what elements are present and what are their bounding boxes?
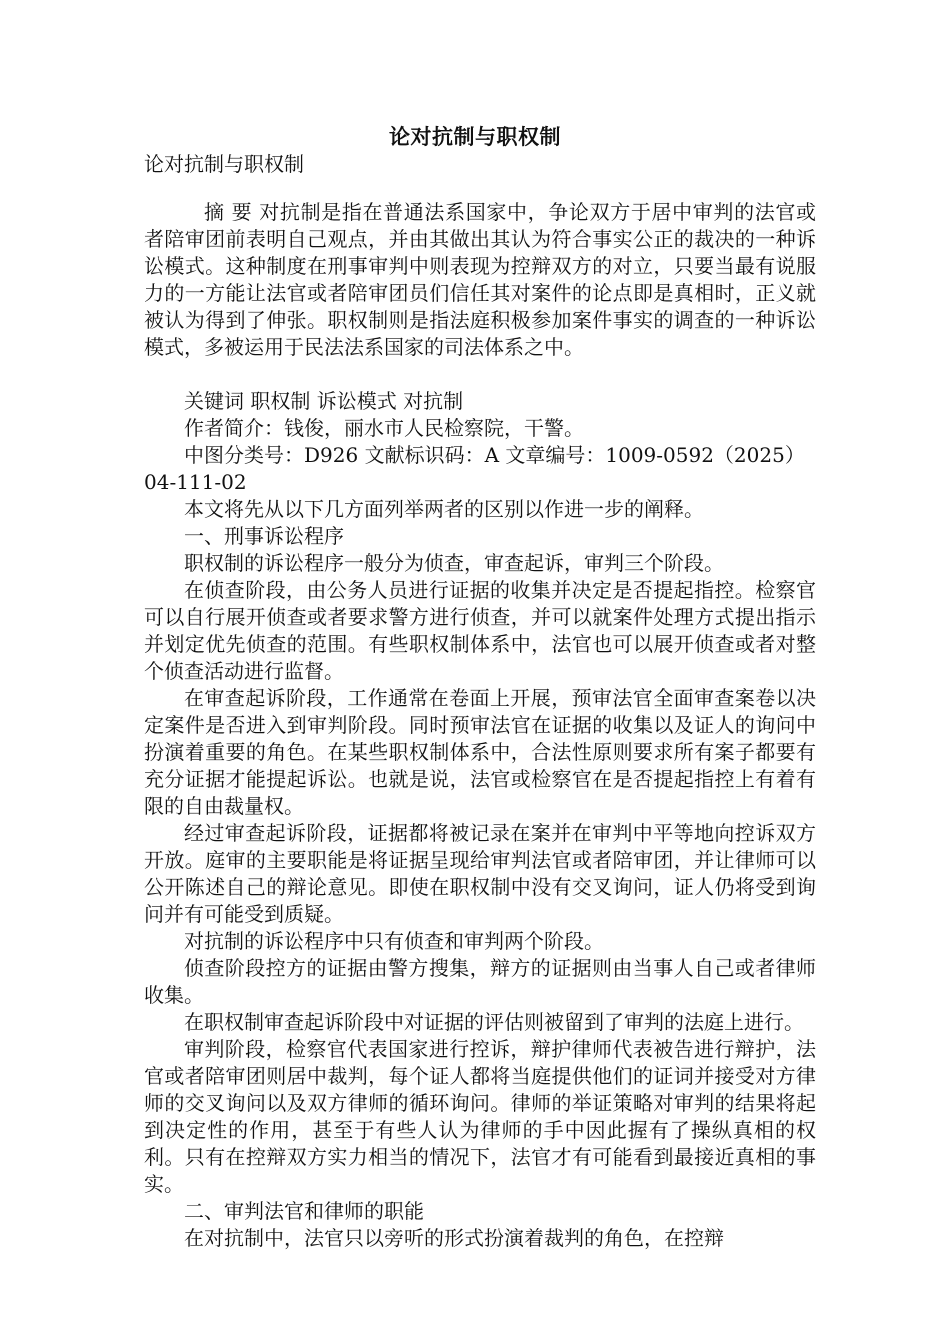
body-paragraph: 在审查起诉阶段，工作通常在卷面上开展，预审法官全面审查案卷以决定案件是否进入到审判阶段。同时预审法官在证据的收集以及证人的询问中扮演着重要的角色。在某些职权制体系中，合法性原则要求所有案子都要有充分证据才能提起诉讼。也就是说，法官或检察官在是否提起指控上有着有限的自由裁量权。 [144,686,816,818]
section-heading-1: 一、刑事诉讼程序 [184,524,344,548]
body-paragraph: 经过审查起诉阶段，证据都将被记录在案并在审判中平等地向控诉双方开放。庭审的主要职能是将证据呈现给审判法官或者陪审团，并让律师可以公开陈述自己的辩论意见。即使在职权制中没有交叉询问，证人仍将受到询问并有可能受到质疑。 [144,821,816,926]
classification-line: 中图分类号：D926 文献标识码：A 文章编号：1009-0592（2025）04-111-02 [144,443,805,494]
author-info-line: 作者简介：钱俊，丽水市人民检察院，干警。 [184,416,584,440]
abstract-paragraph: 摘 要 对抗制是指在普通法系国家中，争论双方于居中审判的法官或者陪审团前表明自己观点，并由其做出其认为符合事实公正的裁决的一种诉讼模式。这种制度在刑事审判中则表现为控辩双方的对立，只要当最有说服力的一方能让法官或者陪审团员们信任其对案件的论点即是真相时，正义就被认为得到了伸张。职权制则是指法庭积极参加案件事实的调查的一种诉讼模式，多被运用于民法法系国家的司法体系之中。 [144,200,816,359]
document-body [144,199,816,1252]
body-paragraph: 在侦查阶段，由公务人员进行证据的收集并决定是否提起指控。检察官可以自行展开侦查或者要求警方进行侦查，并可以就案件处理方式提出指示并划定优先侦查的范围。有些职权制体系中，法官也可以展开侦查或者对整个侦查活动进行监督。 [144,578,816,683]
body-paragraph: 审判阶段，检察官代表国家进行控诉，辩护律师代表被告进行辩护，法官或者陪审团则居中裁判，每个证人都将当庭提供他们的证词并接受对方律师的交叉询问以及双方律师的循环询问。律师的举证策略对审判的结果将起到决定性的作用，甚至于有些人认为律师的手中因此握有了操纵真相的权利。只有在控辩双方实力相当的情况下，法官才有可能看到最接近真相的事实。 [144,1037,816,1196]
intro-paragraph: 本文将先从以下几方面列举两者的区别以作进一步的阐释。 [184,497,704,521]
document-title: 论对抗制与职权制 [389,124,561,149]
document-subtitle: 论对抗制与职权制 [144,152,304,176]
body-paragraph: 侦查阶段控方的证据由警方搜集，辩方的证据则由当事人自己或者律师收集。 [144,956,816,1007]
body-paragraph: 在对抗制中，法官只以旁听的形式扮演着裁判的角色，在控辩 [184,1226,724,1250]
body-paragraph: 职权制的诉讼程序一般分为侦查，审查起诉，审判三个阶段。 [184,551,724,575]
body-paragraph: 对抗制的诉讼程序中只有侦查和审判两个阶段。 [184,929,604,953]
body-paragraph: 在职权制审查起诉阶段中对证据的评估则被留到了审判的法庭上进行。 [184,1010,804,1034]
section-heading-2: 二、审判法官和律师的职能 [184,1199,424,1223]
keywords-line: 关键词 职权制 诉讼模式 对抗制 [184,389,464,413]
